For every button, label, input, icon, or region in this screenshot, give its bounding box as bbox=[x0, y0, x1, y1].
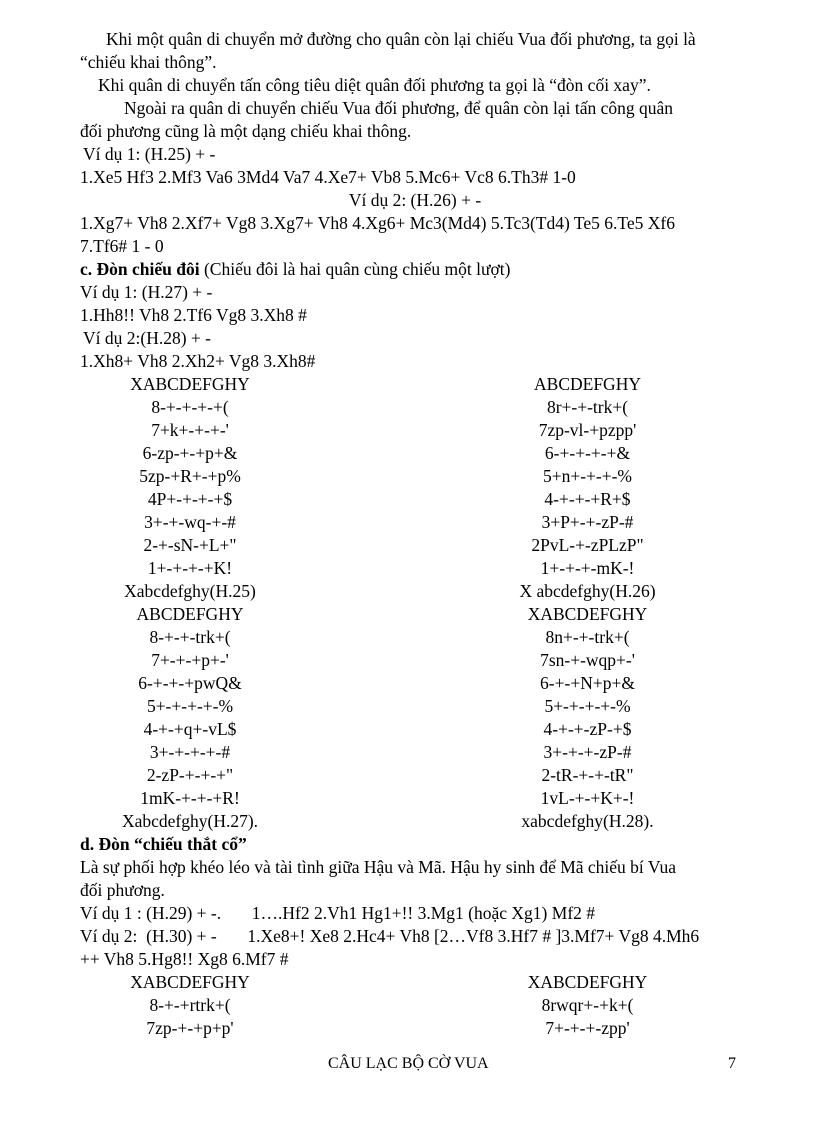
diagram-h26 bbox=[410, 373, 740, 603]
diagram-line: 3+-+-+-+-# bbox=[149, 742, 231, 762]
diagram-line: 8n+-+-trk+( bbox=[545, 627, 630, 647]
diagram-line: 6-+-+-+pwQ& bbox=[138, 673, 242, 693]
diagram-line: 6-+-+N+p+& bbox=[540, 673, 635, 693]
paragraph-line: Ngoài ra quân di chuyển chiếu Vua đối phương, để quân còn lại tấn công quân bbox=[124, 98, 674, 118]
diagram-line: 3+P+-+-zP-# bbox=[541, 512, 634, 532]
page-number: 7 bbox=[728, 1055, 736, 1072]
diagram-row bbox=[80, 971, 740, 1040]
diagram-line: 2-zP-+-+-+" bbox=[146, 765, 234, 785]
diagram-line: 1mK-+-+-+R! bbox=[140, 788, 240, 808]
example-title: Ví dụ 1: (H.25) + - bbox=[83, 144, 216, 164]
example-moves: 7.Tf6# 1 - 0 bbox=[80, 236, 164, 256]
example-moves: 1.Xh8+ Vh8 2.Xh2+ Vg8 3.Xh8# bbox=[80, 351, 316, 371]
diagram-line: 5+n+-+-+-% bbox=[542, 466, 633, 486]
section-heading-title: c. Đòn chiếu đôi bbox=[80, 259, 200, 279]
paragraph-line: Khi quân di chuyển tấn công tiêu diệt quân đối phương ta gọi là “đòn cối xay”. bbox=[98, 75, 651, 95]
diagram-caption: Xabcdefghy(H.27). bbox=[121, 811, 259, 831]
example-moves: ++ Vh8 5.Hg8!! Xg8 6.Mf7 # bbox=[80, 949, 289, 969]
diagram-line: 7+k+-+-+-' bbox=[151, 420, 229, 440]
diagram-line: 2-+-sN-+L+" bbox=[143, 535, 237, 555]
diagram-line: 7zp-vl-+pzpp' bbox=[538, 420, 637, 440]
diagram-line: 8-+-+rtrk+( bbox=[149, 995, 231, 1015]
diagram-line: 4-+-+q+-vL$ bbox=[143, 719, 237, 739]
diagram-h28 bbox=[410, 603, 740, 833]
diagram-line: 5+-+-+-+-% bbox=[146, 696, 234, 716]
section-heading-note: (Chiếu đôi là hai quân cùng chiếu một lượt) bbox=[199, 259, 511, 279]
example-moves: 1.Xg7+ Vh8 2.Xf7+ Vg8 3.Xg7+ Vh8 4.Xg6+ Mc3(Md4) 5.Tc3(Td4) Te5 6.Te5 Xf6 bbox=[80, 213, 675, 233]
diagram-line: 6-zp-+-+p+& bbox=[142, 443, 238, 463]
diagram-line: XABCDEFGHY bbox=[130, 374, 250, 394]
diagram-line: 2-tR-+-+-tR" bbox=[541, 765, 634, 785]
diagram-line: 7+-+-+p+-' bbox=[151, 650, 229, 670]
example-title: Ví dụ 2: (H.26) + - bbox=[348, 190, 482, 210]
diagram-line: 3+-+-wq-+-# bbox=[144, 512, 236, 532]
diagram-caption: X abcdefghy(H.26) bbox=[519, 581, 656, 601]
diagram-h29 bbox=[80, 971, 410, 1040]
diagram-line: 4-+-+-zP-+$ bbox=[543, 719, 632, 739]
footer-title: CÂU LẠC BỘ CỜ VUA bbox=[328, 1055, 489, 1072]
section-heading bbox=[80, 258, 740, 281]
diagram-line: 1+-+-+-mK-! bbox=[540, 558, 635, 578]
document-page bbox=[80, 28, 740, 1040]
paragraph-line: Là sự phối hợp khéo léo và tài tình giữa Hậu và Mã. Hậu hy sinh để Mã chiếu bí Vua bbox=[80, 857, 676, 877]
example-moves: 1.Hh8!! Vh8 2.Tf6 Vg8 3.Xh8 # bbox=[80, 305, 307, 325]
diagram-line: 8-+-+-+-+( bbox=[151, 397, 229, 417]
diagram-line: 8rwqr+-+k+( bbox=[541, 995, 634, 1015]
diagram-h30 bbox=[410, 971, 740, 1040]
diagram-line: 8-+-+-trk+( bbox=[149, 627, 231, 647]
section-heading: d. Đòn “chiếu thắt cổ” bbox=[80, 834, 247, 854]
example-title: Ví dụ 1: (H.27) + - bbox=[80, 282, 213, 302]
diagram-caption: xabcdefghy(H.28). bbox=[521, 811, 654, 831]
diagram-line: 6-+-+-+-+& bbox=[544, 443, 631, 463]
diagram-line: XABCDEFGHY bbox=[527, 972, 648, 992]
diagram-h27 bbox=[80, 603, 410, 833]
diagram-line: 8r+-+-trk+( bbox=[546, 397, 629, 417]
diagram-line: ABCDEFGHY bbox=[534, 374, 641, 394]
diagram-line: 3+-+-+-zP-# bbox=[543, 742, 632, 762]
diagram-line: 4P+-+-+-+$ bbox=[147, 489, 233, 509]
diagram-line: 7sn-+-wqp+-' bbox=[540, 650, 635, 670]
paragraph-line: đối phương cũng là một dạng chiếu khai thông. bbox=[80, 121, 412, 141]
paragraph-line: đối phương. bbox=[80, 880, 165, 900]
diagram-line: 7+-+-+-zpp' bbox=[545, 1018, 630, 1038]
diagram-line: 7zp-+-+p+p' bbox=[146, 1018, 234, 1038]
paragraph-line: Khi một quân di chuyển mở đường cho quân còn lại chiếu Vua đối phương, ta gọi là bbox=[106, 29, 696, 49]
diagram-line: 4-+-+-+R+$ bbox=[544, 489, 631, 509]
example-title: Ví dụ 2:(H.28) + - bbox=[83, 328, 211, 348]
diagram-line: XABCDEFGHY bbox=[527, 604, 648, 624]
diagram-line: 1+-+-+-+K! bbox=[147, 558, 233, 578]
diagram-line: 2PvL-+-zPLzP" bbox=[531, 535, 644, 555]
diagram-caption: Xabcdefghy(H.25) bbox=[124, 581, 256, 601]
paragraph-line: “chiếu khai thông”. bbox=[80, 52, 217, 72]
example-moves: Ví dụ 1 : (H.29) + -. 1….Hf2 2.Vh1 Hg1+!! 3.Mg1 (hoặc Xg1) Mf2 # bbox=[80, 903, 596, 923]
diagram-line: XABCDEFGHY bbox=[130, 972, 250, 992]
diagram-line: 5+-+-+-+-% bbox=[544, 696, 631, 716]
diagram-line: ABCDEFGHY bbox=[136, 604, 244, 624]
example-moves: 1.Xe5 Hf3 2.Mf3 Va6 3Md4 Va7 4.Xe7+ Vb8 5.Mc6+ Vc8 6.Th3# 1-0 bbox=[80, 167, 576, 187]
diagram-row bbox=[80, 373, 740, 603]
diagram-line: 5zp-+R+-+p% bbox=[139, 466, 241, 486]
example-moves: Ví dụ 2: (H.30) + - 1.Xe8+! Xe8 2.Hc4+ Vh8 [2…Vf8 3.Hf7 # ]3.Mf7+ Vg8 4.Mh6 bbox=[80, 926, 700, 946]
diagram-line: 1vL-+-+K+-! bbox=[540, 788, 635, 808]
diagram-h25 bbox=[80, 373, 410, 603]
diagram-row bbox=[80, 603, 740, 833]
